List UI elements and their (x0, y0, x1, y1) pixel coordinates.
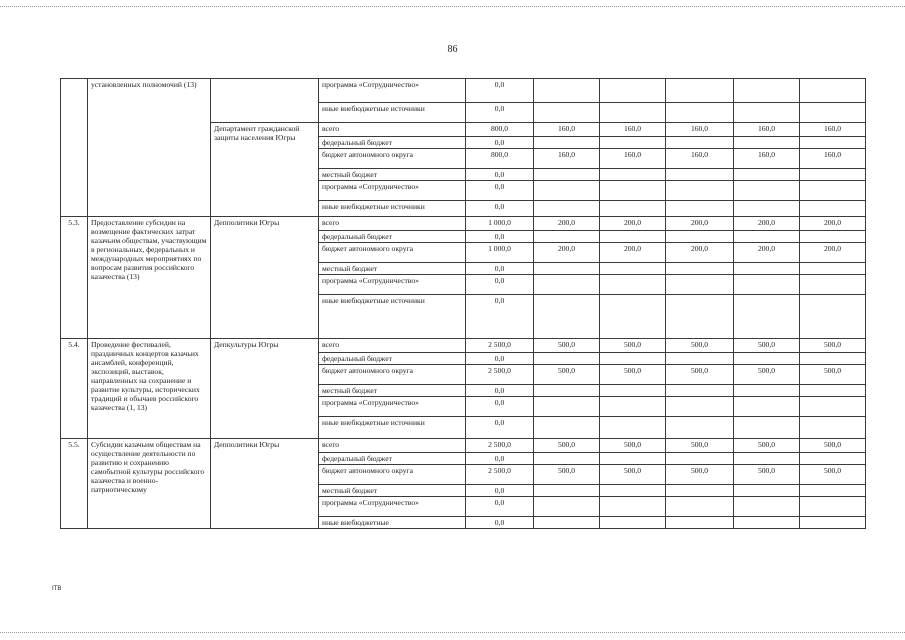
year-value-cell: 160,0 (734, 123, 800, 137)
funding-source-cell: всего (319, 123, 466, 137)
page-number: 86 (447, 44, 458, 55)
year-value-cell (734, 397, 800, 417)
total-cell: 2 500,0 (466, 465, 534, 485)
funding-source-cell: бюджет автономного округа (319, 465, 466, 485)
table-row (61, 217, 866, 231)
year-value-cell (600, 275, 666, 295)
total-cell: 0,0 (466, 275, 534, 295)
year-value-cell: 160,0 (534, 123, 600, 137)
year-value-cell: 200,0 (734, 243, 800, 263)
year-value-cell (600, 485, 666, 497)
year-value-cell: 500,0 (800, 339, 866, 353)
year-value-cell (534, 417, 600, 439)
year-value-cell: 160,0 (600, 149, 666, 169)
year-value-cell (600, 385, 666, 397)
item-description-cell: Предоставление субсидии на возмещение фактических затрат казачьим обществам, участвующим в региональных, федеральных и международных мероприятиях по вопросам развития российского казачества (13) (88, 217, 211, 339)
funding-source-cell: программа «Сотрудничество» (319, 397, 466, 417)
year-value-cell (534, 353, 600, 365)
year-value-cell: 500,0 (666, 365, 734, 385)
funding-source-cell: иные внебюджетные источники (319, 295, 466, 339)
funding-source-cell: программа «Сотрудничество» (319, 181, 466, 201)
year-value-cell (666, 497, 734, 517)
year-value-cell (734, 497, 800, 517)
funding-source-cell: программа «Сотрудничество» (319, 275, 466, 295)
year-value-cell: 500,0 (800, 439, 866, 453)
total-cell: 2 500,0 (466, 439, 534, 453)
year-value-cell: 500,0 (534, 339, 600, 353)
year-value-cell (800, 417, 866, 439)
year-value-cell (800, 397, 866, 417)
responsible-cell: Депкультуры Югры (211, 339, 319, 439)
total-cell: 0,0 (466, 137, 534, 149)
funding-source-cell: всего (319, 217, 466, 231)
year-value-cell (534, 295, 600, 339)
year-value-cell (600, 169, 666, 181)
year-value-cell (800, 517, 866, 529)
year-value-cell: 500,0 (600, 439, 666, 453)
table-row (61, 339, 866, 353)
total-cell: 0,0 (466, 295, 534, 339)
year-value-cell: 160,0 (800, 123, 866, 137)
year-value-cell (534, 181, 600, 201)
year-value-cell: 500,0 (734, 365, 800, 385)
total-cell: 800,0 (466, 149, 534, 169)
scan-edge-top (0, 6, 905, 7)
year-value-cell (800, 201, 866, 217)
year-value-cell: 500,0 (800, 365, 866, 385)
year-value-cell (800, 263, 866, 275)
year-value-cell (666, 275, 734, 295)
year-value-cell (734, 385, 800, 397)
scan-edge-bottom (0, 632, 905, 633)
funding-source-cell: иные внебюджетные (319, 517, 466, 529)
total-cell: 0,0 (466, 231, 534, 243)
year-value-cell (666, 201, 734, 217)
year-value-cell: 160,0 (800, 149, 866, 169)
year-value-cell (534, 275, 600, 295)
total-cell: 0,0 (466, 181, 534, 201)
year-value-cell (734, 137, 800, 149)
total-cell: 0,0 (466, 497, 534, 517)
year-value-cell (534, 485, 600, 497)
year-value-cell (800, 275, 866, 295)
year-value-cell: 160,0 (534, 149, 600, 169)
year-value-cell: 500,0 (734, 339, 800, 353)
table-row (61, 439, 866, 453)
year-value-cell (734, 485, 800, 497)
year-value-cell (800, 497, 866, 517)
year-value-cell (666, 397, 734, 417)
funding-source-cell: местный бюджет (319, 485, 466, 497)
year-value-cell (666, 353, 734, 365)
year-value-cell (800, 103, 866, 123)
funding-source-cell: программа «Сотрудничество» (319, 79, 466, 103)
year-value-cell (600, 295, 666, 339)
year-value-cell (534, 169, 600, 181)
year-value-cell: 500,0 (800, 465, 866, 485)
year-value-cell: 500,0 (666, 339, 734, 353)
total-cell: 0,0 (466, 169, 534, 181)
year-value-cell (800, 137, 866, 149)
year-value-cell: 200,0 (600, 217, 666, 231)
year-value-cell (734, 353, 800, 365)
total-cell: 2 500,0 (466, 365, 534, 385)
responsible-cell: Депполитики Югры (211, 439, 319, 529)
year-value-cell: 500,0 (534, 365, 600, 385)
funding-source-cell: федеральный бюджет (319, 137, 466, 149)
funding-source-cell: местный бюджет (319, 169, 466, 181)
total-cell: 0,0 (466, 517, 534, 529)
year-value-cell (600, 103, 666, 123)
year-value-cell: 160,0 (666, 149, 734, 169)
total-cell: 0,0 (466, 201, 534, 217)
year-value-cell (800, 353, 866, 365)
year-value-cell (600, 231, 666, 243)
year-value-cell (666, 453, 734, 465)
total-cell: 1 000,0 (466, 243, 534, 263)
year-value-cell (800, 295, 866, 339)
year-value-cell (734, 201, 800, 217)
total-cell: 0,0 (466, 79, 534, 103)
year-value-cell (734, 517, 800, 529)
year-value-cell (600, 497, 666, 517)
year-value-cell: 200,0 (534, 217, 600, 231)
year-value-cell (666, 263, 734, 275)
year-value-cell (734, 295, 800, 339)
year-value-cell (666, 181, 734, 201)
item-description-cell: Субсидии казачьим обществам на осуществление деятельности по развитию и сохранению самобытной культуры российского казачества и военно-патриотическому (88, 439, 211, 529)
year-value-cell (734, 231, 800, 243)
year-value-cell: 500,0 (600, 365, 666, 385)
year-value-cell (800, 79, 866, 103)
year-value-cell (600, 397, 666, 417)
year-value-cell (800, 181, 866, 201)
year-value-cell (800, 169, 866, 181)
budget-table (60, 78, 866, 529)
funding-source-cell: федеральный бюджет (319, 453, 466, 465)
total-cell: 800,0 (466, 123, 534, 137)
year-value-cell (666, 417, 734, 439)
total-cell: 2 500,0 (466, 339, 534, 353)
funding-source-cell: иные внебюджетные источники (319, 103, 466, 123)
year-value-cell: 500,0 (534, 465, 600, 485)
year-value-cell: 500,0 (734, 465, 800, 485)
year-value-cell (600, 181, 666, 201)
year-value-cell (734, 103, 800, 123)
year-value-cell (734, 263, 800, 275)
year-value-cell: 500,0 (600, 465, 666, 485)
year-value-cell: 160,0 (734, 149, 800, 169)
year-value-cell (734, 79, 800, 103)
year-value-cell (600, 79, 666, 103)
year-value-cell (534, 453, 600, 465)
year-value-cell (534, 201, 600, 217)
year-value-cell (534, 497, 600, 517)
responsible-cell: Депполитики Югры (211, 217, 319, 339)
funding-source-cell: всего (319, 439, 466, 453)
total-cell: 0,0 (466, 453, 534, 465)
year-value-cell: 500,0 (666, 465, 734, 485)
item-number-cell: 5.4. (61, 339, 88, 439)
year-value-cell (534, 263, 600, 275)
funding-source-cell: федеральный бюджет (319, 353, 466, 365)
year-value-cell (534, 385, 600, 397)
year-value-cell (666, 169, 734, 181)
total-cell: 0,0 (466, 263, 534, 275)
total-cell: 0,0 (466, 103, 534, 123)
year-value-cell: 500,0 (734, 439, 800, 453)
funding-source-cell: местный бюджет (319, 385, 466, 397)
year-value-cell (534, 103, 600, 123)
year-value-cell: 200,0 (666, 243, 734, 263)
funding-source-cell: местный бюджет (319, 263, 466, 275)
year-value-cell (666, 79, 734, 103)
table-row (61, 79, 866, 103)
year-value-cell (600, 201, 666, 217)
year-value-cell: 500,0 (666, 439, 734, 453)
year-value-cell: 200,0 (800, 243, 866, 263)
year-value-cell (734, 181, 800, 201)
year-value-cell: 160,0 (600, 123, 666, 137)
year-value-cell (734, 169, 800, 181)
year-value-cell (534, 137, 600, 149)
year-value-cell: 500,0 (534, 439, 600, 453)
year-value-cell: 200,0 (800, 217, 866, 231)
funding-source-cell: программа «Сотрудничество» (319, 497, 466, 517)
year-value-cell (600, 353, 666, 365)
year-value-cell (666, 295, 734, 339)
year-value-cell (666, 103, 734, 123)
total-cell: 0,0 (466, 397, 534, 417)
item-number-cell: 5.3. (61, 217, 88, 339)
item-number-cell (61, 79, 88, 217)
responsible-cell (211, 79, 319, 123)
year-value-cell (666, 385, 734, 397)
year-value-cell: 200,0 (734, 217, 800, 231)
total-cell: 0,0 (466, 353, 534, 365)
year-value-cell (666, 485, 734, 497)
corner-mark: ITB (52, 586, 62, 592)
year-value-cell (600, 453, 666, 465)
year-value-cell (800, 231, 866, 243)
year-value-cell (734, 453, 800, 465)
total-cell: 0,0 (466, 485, 534, 497)
year-value-cell (666, 137, 734, 149)
year-value-cell (734, 417, 800, 439)
year-value-cell (734, 275, 800, 295)
funding-source-cell: всего (319, 339, 466, 353)
year-value-cell: 200,0 (534, 243, 600, 263)
year-value-cell (600, 517, 666, 529)
year-value-cell: 500,0 (600, 339, 666, 353)
year-value-cell (534, 397, 600, 417)
item-description-cell: установленных полномочий (13) (88, 79, 211, 217)
funding-source-cell: бюджет автономного округа (319, 365, 466, 385)
table-body (61, 79, 866, 529)
funding-source-cell: иные внебюджетные источники (319, 201, 466, 217)
funding-source-cell: федеральный бюджет (319, 231, 466, 243)
year-value-cell: 200,0 (600, 243, 666, 263)
total-cell: 1 000,0 (466, 217, 534, 231)
item-number-cell: 5.5. (61, 439, 88, 529)
year-value-cell (600, 263, 666, 275)
year-value-cell (534, 517, 600, 529)
year-value-cell: 160,0 (666, 123, 734, 137)
responsible-cell: Департамент гражданской защиты населения Югры (211, 123, 319, 217)
year-value-cell (666, 517, 734, 529)
year-value-cell (600, 417, 666, 439)
funding-source-cell: иные внебюджетные источники (319, 417, 466, 439)
total-cell: 0,0 (466, 417, 534, 439)
year-value-cell (534, 231, 600, 243)
year-value-cell (666, 231, 734, 243)
year-value-cell (534, 79, 600, 103)
year-value-cell (800, 453, 866, 465)
year-value-cell (600, 137, 666, 149)
item-description-cell: Проведение фестивалей, праздничных концертов казачьих ансамблей, конференций, экспозиций, выставок, направленных на сохранение и развитие культуры, исторических традиций и обычаев российского казачества (1, 13) (88, 339, 211, 439)
funding-source-cell: бюджет автономного округа (319, 149, 466, 169)
year-value-cell: 200,0 (666, 217, 734, 231)
funding-source-cell: бюджет автономного округа (319, 243, 466, 263)
year-value-cell (800, 385, 866, 397)
year-value-cell (800, 485, 866, 497)
total-cell: 0,0 (466, 385, 534, 397)
